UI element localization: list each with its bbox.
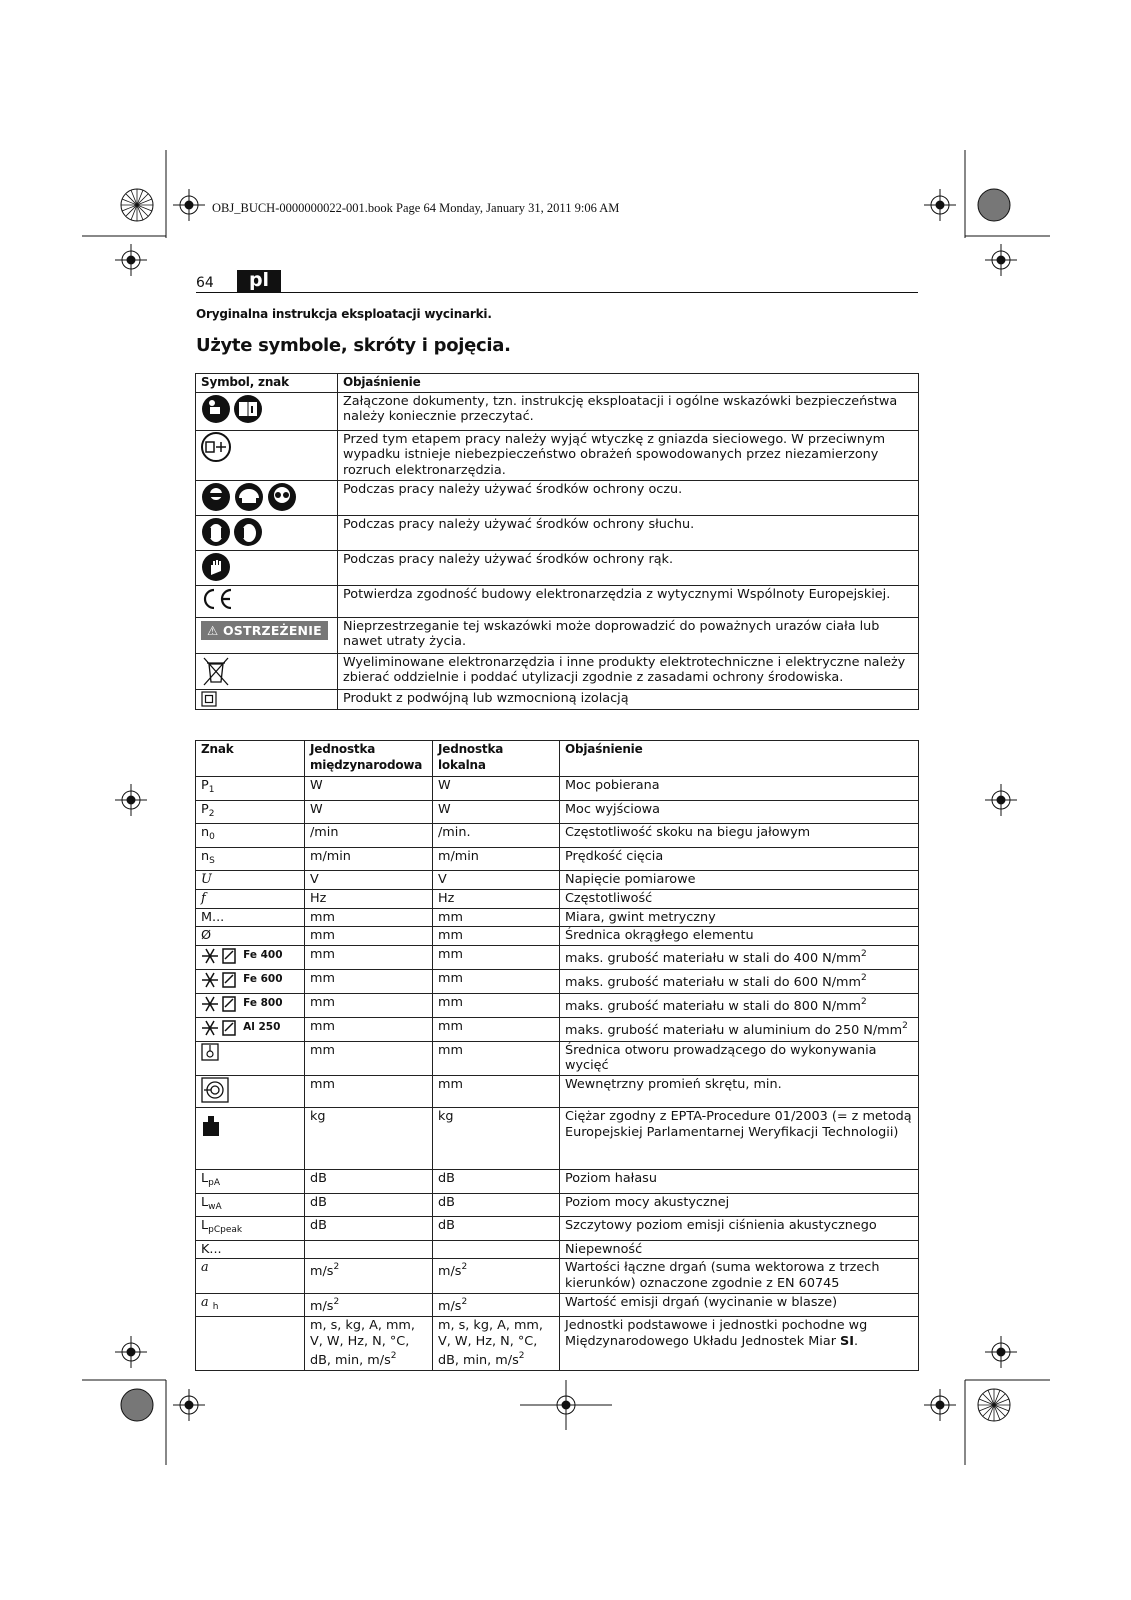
local-unit-cell: /min. [433, 824, 560, 848]
pilot-hole-icon [201, 1043, 219, 1061]
explanation-cell: Załączone dokumenty, tzn. instrukcję eksploatacji i ogólne wskazówki bezpieczeństwa należy koniecznie przeczytać. [338, 392, 919, 430]
sign-cell [196, 1107, 305, 1169]
column-header: Jednostka międzynarodowa [305, 741, 433, 777]
local-unit-cell: mm [433, 908, 560, 927]
intl-unit-cell: mm [305, 945, 433, 969]
sign-cell: $n_0$ [196, 824, 305, 848]
desc-cell: Wewnętrzny promień skrętu, min. [560, 1075, 919, 1107]
table-row [196, 430, 919, 480]
table-row [196, 993, 919, 1017]
table-row [196, 945, 919, 969]
explanation-cell: Nieprzestrzeganie tej wskazówki może doprowadzić do poważnych urazów ciała lub nawet utraty życia. [338, 617, 919, 653]
table-row [196, 871, 919, 890]
desc-cell: Poziom mocy akustycznej [560, 1193, 919, 1217]
sign-cell [196, 1317, 305, 1371]
table-row [196, 480, 919, 515]
table-row [196, 653, 919, 689]
desc-cell: Częstotliwość [560, 889, 919, 908]
header-rule [196, 292, 918, 293]
sign-cell: $P_2$ [196, 800, 305, 824]
table-row [196, 1293, 919, 1317]
desc-cell: Szczytowy poziom emisji ciśnienia akustycznego [560, 1217, 919, 1241]
table-row [196, 689, 919, 709]
intl-unit-cell [305, 1240, 433, 1259]
explanation-cell: Wyeliminowane elektronarzędzia i inne produkty elektrotechniczne i elektryczne należy zbierać oddzielnie i poddać utylizacji zgodnie z zasadami ochrony środowiska. [338, 653, 919, 689]
glove-icon [201, 552, 233, 582]
symbol-cell [196, 689, 338, 709]
intl-unit-cell: $m/s^2$ [305, 1293, 433, 1317]
sign-cell: Al 250 [196, 1017, 305, 1041]
symbol-cell [196, 480, 338, 515]
intl-unit-cell: kg [305, 1107, 433, 1169]
sign-cell: a $_h$ [196, 1293, 305, 1317]
explanation-cell: Przed tym etapem pracy należy wyjąć wtyczkę z gniazda sieciowego. W przeciwnym wypadku istnieje niebezpieczeństwo obrażeń spowodowanych przez niezamierzony rozruch elektronarzędzia. [338, 430, 919, 480]
intl-unit-cell: m, s, kg, A, mm, V, W, Hz, N, °C, dB, min, $m/s^2$ [305, 1317, 433, 1371]
sign-cell: U [196, 871, 305, 890]
double-insulation-icon [201, 691, 217, 707]
symbol-cell [196, 430, 338, 480]
sign-cell [196, 1041, 305, 1075]
intl-unit-cell: mm [305, 908, 433, 927]
table-row [196, 1259, 919, 1293]
intl-unit-cell: W [305, 800, 433, 824]
table-row [196, 1217, 919, 1241]
desc-cell: maks. grubość materiału w stali do 800 $N/mm^2$ [560, 993, 919, 1017]
desc-cell: Ciężar zgodny z EPTA-Procedure 01/2003 (= z metodą Europejskiej Parlamentarnej Weryfikacji Technologii) [560, 1107, 919, 1169]
sheet-cut-icon [201, 995, 239, 1013]
desc-cell: Poziom hałasu [560, 1169, 919, 1193]
local-unit-cell: mm [433, 969, 560, 993]
eye-protection-icons [201, 482, 297, 512]
intl-unit-cell: mm [305, 1017, 433, 1041]
table-row [196, 550, 919, 585]
sheet-cut-icon [201, 1019, 239, 1037]
intl-unit-cell: mm [305, 993, 433, 1017]
intl-unit-cell: W [305, 777, 433, 801]
intl-unit-cell: mm [305, 969, 433, 993]
table-row [196, 969, 919, 993]
local-unit-cell: mm [433, 945, 560, 969]
local-unit-cell: dB [433, 1217, 560, 1241]
sign-cell: $P_1$ [196, 777, 305, 801]
sign-cell: a [196, 1259, 305, 1293]
table-row [196, 1041, 919, 1075]
local-unit-cell: mm [433, 927, 560, 946]
warning-label: ⚠ OSTRZEŻENIE [201, 621, 328, 641]
explanation-cell: Potwierdza zgodność budowy elektronarzędzia z wytycznymi Wspólnoty Europejskiej. [338, 585, 919, 617]
desc-cell: Wartość emisji drgań (wycinanie w blasze) [560, 1293, 919, 1317]
sign-cell: $L_{pCpeak}$ [196, 1217, 305, 1241]
explanation-cell: Podczas pracy należy używać środków ochrony rąk. [338, 550, 919, 585]
subtitle: Oryginalna instrukcja eksploatacji wycinarki. [196, 307, 492, 321]
intl-unit-cell: m/min [305, 847, 433, 871]
sheet-cut-icon [201, 971, 239, 989]
desc-cell: maks. grubość materiału w stali do 400 $N/mm^2$ [560, 945, 919, 969]
sign-cell: $n_S$ [196, 847, 305, 871]
read-manual-icon [201, 394, 265, 424]
table-row [196, 927, 919, 946]
desc-cell: Średnica okrągłego elementu [560, 927, 919, 946]
sheet-cut-icon [201, 947, 239, 965]
desc-cell: Moc pobierana [560, 777, 919, 801]
symbols-table [195, 373, 919, 710]
explanation-cell: Podczas pracy należy używać środków ochrony słuchu. [338, 515, 919, 550]
intl-unit-cell: mm [305, 927, 433, 946]
local-unit-cell: $m/s^2$ [433, 1293, 560, 1317]
local-unit-cell: Hz [433, 889, 560, 908]
local-unit-cell: W [433, 777, 560, 801]
units-table [195, 740, 919, 1371]
local-unit-cell: mm [433, 1017, 560, 1041]
sign-cell [196, 1075, 305, 1107]
column-header: Jednostka lokalna [433, 741, 560, 777]
local-unit-cell: $m/s^2$ [433, 1259, 560, 1293]
symbol-cell [196, 617, 338, 653]
desc-cell: Wartości łączne drgań (suma wektorowa z trzech kierunków) oznaczone zgodnie z EN 60745 [560, 1259, 919, 1293]
symbol-cell [196, 550, 338, 585]
explanation-cell: Podczas pracy należy używać środków ochrony oczu. [338, 480, 919, 515]
intl-unit-cell: dB [305, 1193, 433, 1217]
sign-cell: $L_{wA}$ [196, 1193, 305, 1217]
sign-cell: K... [196, 1240, 305, 1259]
desc-cell: Prędkość cięcia [560, 847, 919, 871]
intl-unit-cell: V [305, 871, 433, 890]
sign-cell: M... [196, 908, 305, 927]
table-row [196, 1169, 919, 1193]
language-tab: pl [237, 270, 281, 292]
table-row [196, 824, 919, 848]
local-unit-cell: mm [433, 1041, 560, 1075]
local-unit-cell: mm [433, 1075, 560, 1107]
intl-unit-cell: Hz [305, 889, 433, 908]
intl-unit-cell: $m/s^2$ [305, 1259, 433, 1293]
table-row [196, 800, 919, 824]
desc-cell: maks. grubość materiału w aluminium do 250 $N/mm^2$ [560, 1017, 919, 1041]
desc-cell: maks. grubość materiału w stali do 600 $N/mm^2$ [560, 969, 919, 993]
local-unit-cell: V [433, 871, 560, 890]
local-unit-cell: m/min [433, 847, 560, 871]
symbol-cell [196, 392, 338, 430]
symbol-cell [196, 653, 338, 689]
sign-cell: Ø [196, 927, 305, 946]
curve-radius-icon [201, 1077, 229, 1103]
local-unit-cell [433, 1240, 560, 1259]
column-header: Symbol, znak [196, 374, 338, 393]
local-unit-cell: m, s, kg, A, mm, V, W, Hz, N, °C, dB, min, $m/s^2$ [433, 1317, 560, 1371]
desc-cell: Jednostki podstawowe i jednostki pochodne wg Międzynarodowego Układu Jednostek Miar SI. [560, 1317, 919, 1371]
unplug-icon [201, 432, 233, 462]
table-row [196, 392, 919, 430]
table-row [196, 777, 919, 801]
ear-protection-icons [201, 517, 265, 547]
table-row [196, 1317, 919, 1371]
table-header-row [196, 374, 919, 393]
table-row [196, 889, 919, 908]
page-number: 64 [196, 275, 214, 291]
crossed-bin-icon [201, 655, 231, 687]
table-row [196, 847, 919, 871]
table-row [196, 908, 919, 927]
file-info: OBJ_BUCH-0000000022-001.book Page 64 Monday, January 31, 2011 9:06 AM [212, 201, 620, 215]
table-row [196, 1193, 919, 1217]
column-header: Znak [196, 741, 305, 777]
table-row [196, 515, 919, 550]
local-unit-cell: dB [433, 1193, 560, 1217]
sign-cell: Fe 800 [196, 993, 305, 1017]
symbol-cell [196, 585, 338, 617]
sign-cell: $L_{pA}$ [196, 1169, 305, 1193]
sign-cell: f [196, 889, 305, 908]
desc-cell: Średnica otworu prowadzącego do wykonywania wycięć [560, 1041, 919, 1075]
table-row [196, 585, 919, 617]
table-row [196, 617, 919, 653]
table-row [196, 1107, 919, 1169]
intl-unit-cell: /min [305, 824, 433, 848]
intl-unit-cell: dB [305, 1169, 433, 1193]
intl-unit-cell: dB [305, 1217, 433, 1241]
sign-cell: Fe 400 [196, 945, 305, 969]
table-header-row [196, 741, 919, 777]
ce-mark-icon [201, 587, 235, 611]
table-row [196, 1017, 919, 1041]
explanation-cell: Produkt z podwójną lub wzmocnioną izolacją [338, 689, 919, 709]
column-header: Objaśnienie [560, 741, 919, 777]
local-unit-cell: dB [433, 1169, 560, 1193]
symbol-cell [196, 515, 338, 550]
table-row [196, 1075, 919, 1107]
desc-cell: Moc wyjściowa [560, 800, 919, 824]
column-header: Objaśnienie [338, 374, 919, 393]
sign-cell: Fe 600 [196, 969, 305, 993]
desc-cell: Częstotliwość skoku na biegu jałowym [560, 824, 919, 848]
table-row [196, 1240, 919, 1259]
desc-cell: Napięcie pomiarowe [560, 871, 919, 890]
desc-cell: Niepewność [560, 1240, 919, 1259]
intl-unit-cell: mm [305, 1075, 433, 1107]
local-unit-cell: mm [433, 993, 560, 1017]
desc-cell: Miara, gwint metryczny [560, 908, 919, 927]
intl-unit-cell: mm [305, 1041, 433, 1075]
weight-icon [201, 1115, 221, 1137]
local-unit-cell: W [433, 800, 560, 824]
local-unit-cell: kg [433, 1107, 560, 1169]
page-title: Użyte symbole, skróty i pojęcia. [196, 335, 511, 356]
